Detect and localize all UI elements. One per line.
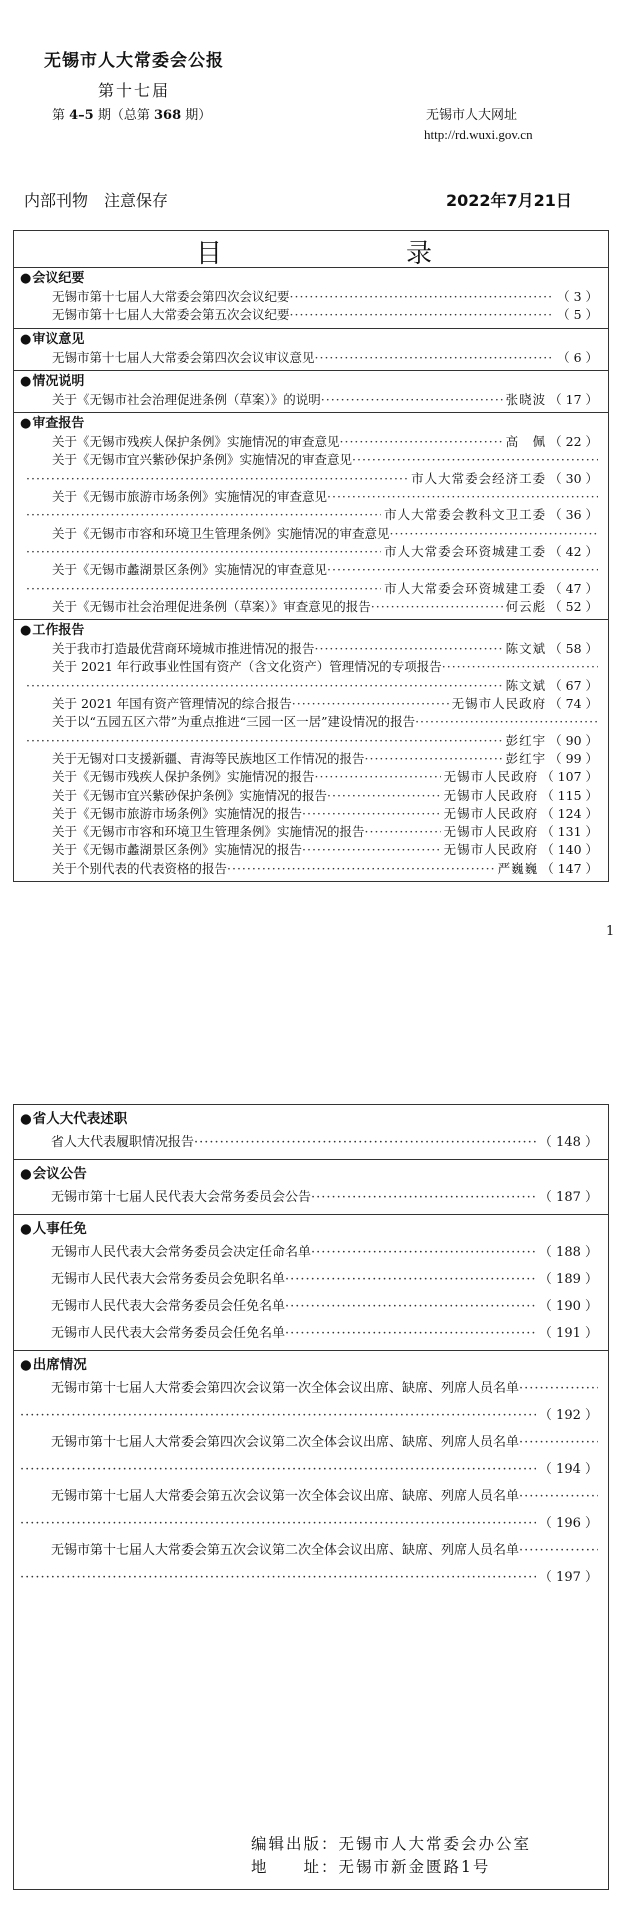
dot-leader (302, 805, 441, 823)
toc-entry[interactable] (14, 1402, 608, 1429)
entry-author: 市人大常委会教科文卫工委 (384, 507, 547, 523)
dot-leader (442, 658, 598, 676)
dot-leader (302, 841, 441, 859)
website-url: http://rd.wuxi.gov.cn (424, 127, 533, 142)
toc-entry[interactable] (14, 860, 608, 878)
toc-entry[interactable] (14, 1129, 608, 1156)
entry-title: 关于《无锡市社会治理促进条例（草案）》的说明 (52, 391, 321, 407)
toc-entry[interactable] (14, 488, 608, 506)
entry-title: 关于《无锡市市容和环境卫生管理条例》实施情况的报告 (52, 824, 365, 840)
dot-leader (194, 1129, 536, 1156)
dot-leader (327, 488, 598, 506)
entry-author: 陈文斌 (505, 677, 547, 693)
entry-title: 关于个别代表的代表资格的报告 (52, 860, 228, 876)
toc-entry[interactable] (14, 750, 608, 768)
section-title: ● 审议意见 (14, 331, 608, 349)
dot-leader (315, 349, 555, 367)
toc-entry[interactable] (14, 640, 608, 658)
entry-title: 关于《无锡市宜兴紫砂保护条例》实施情况的报告 (52, 787, 328, 803)
publisher-line: 编辑出版：无锡市人大常委会办公室 (251, 1835, 532, 1853)
toc-box-continued (13, 1104, 609, 1890)
entry-author: 张晓波 (505, 391, 547, 407)
entry-title: 无锡市第十七届人大常委会第五次会议第二次全体会议出席、缺席、列席人员名单 (51, 1543, 520, 1558)
dot-leader (327, 561, 598, 579)
dot-leader (519, 1429, 598, 1456)
entry-title: 无锡市第十七届人大常委会第四次会议第二次全体会议出席、缺席、列席人员名单 (51, 1435, 520, 1450)
entry-title: 省人大代表履职情况报告 (51, 1135, 195, 1150)
entry-title: 无锡市第十七届人大常委会第五次会议纪要 (52, 307, 290, 323)
dot-leader (26, 543, 381, 561)
issue-no: 4–5 (69, 108, 94, 123)
entry-title: 关于《无锡市蠡湖景区条例》实施情况的审查意见 (52, 562, 328, 578)
toc-section (14, 1105, 608, 1160)
dot-leader (340, 433, 503, 451)
entry-page: （ 190 ） (538, 1299, 598, 1314)
dot-leader (26, 677, 503, 695)
dot-leader (26, 580, 381, 598)
section-title: ● 会议纪要 (14, 270, 608, 288)
toc-entry[interactable] (14, 451, 608, 469)
issue-prefix: 第 (52, 108, 70, 123)
entry-page: （ 6 ） (557, 349, 598, 365)
dot-leader (20, 1402, 536, 1429)
toc-entry[interactable] (14, 1375, 608, 1402)
entry-page: （ 131 ） (541, 824, 598, 840)
entry-page: （ 124 ） (541, 805, 598, 821)
dot-leader (327, 787, 441, 805)
session-label: 第十七届 (98, 81, 171, 100)
entry-title: 无锡市第十七届人大常委会第五次会议第一次全体会议出席、缺席、列席人员名单 (51, 1489, 520, 1504)
entry-page: （ 74 ） (549, 696, 598, 712)
dot-leader (315, 768, 441, 786)
toc-entry[interactable] (14, 288, 608, 306)
toc-entry[interactable] (14, 580, 608, 598)
page-number: 1 (606, 924, 615, 939)
entry-author: 市人大常委会经济工委 (411, 470, 547, 486)
dot-leader (311, 1239, 536, 1266)
toc-section (14, 371, 608, 413)
dot-leader (365, 823, 441, 841)
section-title: ● 省人大代表述职 (14, 1107, 608, 1129)
section-title: ● 工作报告 (14, 622, 608, 640)
dot-leader (290, 306, 555, 324)
entry-page: （ 147 ） (541, 860, 598, 876)
entry-author: 何云彪 (505, 598, 547, 614)
entry-title: 无锡市人民代表大会常务委员会免职名单 (51, 1272, 286, 1287)
entry-title: 关于《无锡市残疾人保护条例》实施情况的审查意见 (52, 434, 340, 450)
entry-author: 陈文斌 (505, 641, 547, 657)
toc-section (14, 620, 608, 881)
toc-entry[interactable] (14, 470, 608, 488)
entry-page: （ 3 ） (557, 289, 598, 304)
toc-entry[interactable] (14, 1266, 608, 1293)
dot-leader (227, 860, 495, 878)
bulletin-title: 无锡市人大常委会公报 (44, 51, 224, 71)
toc-entry[interactable] (14, 349, 608, 367)
dot-leader (26, 732, 503, 750)
toc-heading-left: 目 (196, 239, 223, 269)
toc-entry[interactable] (14, 1537, 608, 1564)
entry-author: 市人大常委会环资城建工委 (384, 580, 547, 596)
dot-leader (365, 750, 503, 768)
toc-entry[interactable] (14, 658, 608, 676)
issue-suffix: 期） (181, 108, 212, 123)
entry-page: （ 90 ） (549, 732, 598, 748)
entry-page: （ 52 ） (549, 598, 598, 614)
toc-section (14, 329, 608, 371)
entry-title: 关于《无锡市社会治理促进条例（草案）》审查意见的报告 (52, 598, 371, 614)
toc-entry[interactable] (14, 1320, 608, 1347)
dot-leader (519, 1483, 598, 1510)
toc-box (13, 230, 609, 882)
toc-entry[interactable] (14, 1293, 608, 1320)
entry-page: （ 148 ） (538, 1135, 598, 1150)
toc-section (14, 1351, 608, 1594)
entry-title: 关于 2021 年行政事业性国有资产（含文化资产）管理情况的专项报告 (52, 659, 442, 675)
entry-title: 关于无锡对口支援新疆、青海等民族地区工作情况的报告 (52, 750, 365, 766)
entry-title: 关于《无锡市宜兴紫砂保护条例》实施情况的审查意见 (52, 452, 353, 468)
entry-title: 无锡市人民代表大会常务委员会任免名单 (51, 1326, 286, 1341)
entry-page: （ 194 ） (538, 1462, 598, 1477)
entry-title: 关于以“五园五区六带”为重点推进“三园一区一居”建设情况的报告 (52, 714, 416, 730)
entry-author: 彭红宇 (505, 750, 547, 766)
entry-title: 无锡市第十七届人大常委会第四次会议第一次全体会议出席、缺席、列席人员名单 (51, 1381, 520, 1396)
entry-page: （ 58 ） (549, 641, 598, 657)
publish-date: 2022年7月21日 (446, 191, 572, 210)
toc-entry[interactable] (14, 768, 608, 786)
entry-author: 严巍巍 (497, 860, 539, 876)
entry-page: （ 17 ） (549, 391, 598, 407)
dot-leader (311, 1184, 536, 1211)
toc-entry[interactable] (14, 841, 608, 859)
toc-entry[interactable] (14, 1239, 608, 1266)
entry-page: （ 42 ） (549, 543, 598, 559)
issue-mid: 期（总第 (93, 108, 154, 123)
toc-entry[interactable] (14, 433, 608, 451)
entry-title: 关于 2021 年国有资产管理情况的综合报告 (52, 696, 292, 712)
dot-leader (352, 451, 598, 469)
entry-author: 无锡市人民政府 (443, 842, 539, 858)
toc-body-continued (14, 1105, 608, 1594)
entry-page: （ 47 ） (549, 580, 598, 596)
section-title: ● 人事任免 (14, 1217, 608, 1239)
toc-heading (14, 231, 608, 268)
entry-page: （ 197 ） (538, 1570, 598, 1585)
entry-page: （ 36 ） (549, 507, 598, 523)
dot-leader (390, 525, 598, 543)
entry-title: 无锡市第十七届人大常委会第四次会议纪要 (52, 289, 290, 304)
entry-page: （ 140 ） (541, 842, 598, 858)
entry-page: （ 189 ） (538, 1272, 598, 1287)
dot-leader (26, 506, 381, 524)
dot-leader (371, 598, 503, 616)
toc-entry[interactable] (14, 306, 608, 324)
toc-section (14, 1215, 608, 1351)
entry-author: 无锡市人民政府 (443, 805, 539, 821)
toc-entry[interactable] (14, 525, 608, 543)
entry-title: 无锡市第十七届人民代表大会常务委员会公告 (51, 1190, 312, 1205)
address-line: 地 址：无锡市新金匮路1号 (251, 1858, 491, 1876)
dot-leader (285, 1320, 536, 1347)
toc-section (14, 1160, 608, 1215)
dot-leader (519, 1375, 598, 1402)
entry-title: 关于《无锡市蠡湖景区条例》实施情况的报告 (52, 842, 303, 858)
entry-page: （ 191 ） (538, 1326, 598, 1341)
toc-entry[interactable] (14, 805, 608, 823)
entry-author: 无锡市人民政府 (443, 824, 539, 840)
entry-title: 关于《无锡市市容和环境卫生管理条例》实施情况的审查意见 (52, 525, 390, 541)
toc-entry[interactable] (14, 1456, 608, 1483)
entry-author: 无锡市人民政府 (443, 787, 539, 803)
entry-author: 无锡市人民政府 (443, 769, 539, 785)
entry-page: （ 5 ） (557, 307, 598, 323)
toc-entry[interactable] (14, 391, 608, 409)
dot-leader (290, 288, 555, 306)
section-title: ● 出席情况 (14, 1353, 608, 1375)
entry-author: 市人大常委会环资城建工委 (384, 543, 547, 559)
toc-section (14, 413, 608, 620)
entry-page: （ 188 ） (538, 1245, 598, 1260)
dot-leader (415, 713, 598, 731)
dot-leader (519, 1537, 598, 1564)
dot-leader (20, 1510, 536, 1537)
dot-leader (20, 1456, 536, 1483)
section-title: ● 情况说明 (14, 373, 608, 391)
section-title: ● 会议公告 (14, 1162, 608, 1184)
dot-leader (285, 1266, 536, 1293)
entry-author: 高 佩 (505, 434, 547, 450)
issue-total: 368 (154, 108, 182, 123)
toc-section (14, 268, 608, 329)
entry-page: （ 192 ） (538, 1408, 598, 1423)
toc-entry[interactable] (14, 561, 608, 579)
entry-page: （ 67 ） (549, 677, 598, 693)
dot-leader (292, 695, 449, 713)
entry-title: 无锡市第十七届人大常委会第四次会议审议意见 (52, 349, 315, 365)
entry-page: （ 115 ） (541, 787, 598, 803)
issue-number (52, 104, 211, 123)
entry-title: 无锡市人民代表大会常务委员会任免名单 (51, 1299, 286, 1314)
toc-body (14, 268, 608, 881)
toc-entry[interactable] (14, 1483, 608, 1510)
toc-entry[interactable] (14, 787, 608, 805)
toc-entry[interactable] (14, 1510, 608, 1537)
toc-entry[interactable] (14, 543, 608, 561)
toc-entry[interactable] (14, 823, 608, 841)
entry-page: （ 107 ） (541, 769, 598, 785)
entry-title: 关于《无锡市旅游市场条例》实施情况的审查意见 (52, 489, 328, 505)
toc-entry[interactable] (14, 506, 608, 524)
entry-title: 关于我市打造最优营商环境城市推进情况的报告 (52, 641, 315, 657)
dot-leader (20, 1564, 536, 1591)
entry-author: 无锡市人民政府 (451, 696, 547, 712)
entry-page: （ 30 ） (549, 470, 598, 486)
entry-page: （ 99 ） (549, 750, 598, 766)
toc-entry[interactable] (14, 1184, 608, 1211)
entry-title: 无锡市人民代表大会常务委员会决定任命名单 (51, 1245, 312, 1260)
section-title: ● 审查报告 (14, 415, 608, 433)
entry-title: 关于《无锡市残疾人保护条例》实施情况的报告 (52, 769, 315, 785)
entry-page: （ 187 ） (538, 1190, 598, 1205)
toc-heading-right: 录 (406, 239, 433, 269)
dot-leader (26, 470, 408, 488)
toc-entry[interactable] (14, 713, 608, 731)
dot-leader (321, 391, 503, 409)
toc-entry[interactable] (14, 695, 608, 713)
dot-leader (285, 1293, 536, 1320)
toc-entry[interactable] (14, 732, 608, 750)
entry-title: 关于《无锡市旅游市场条例》实施情况的报告 (52, 805, 303, 821)
toc-entry[interactable] (14, 1429, 608, 1456)
toc-entry[interactable] (14, 1564, 608, 1591)
entry-page: （ 196 ） (538, 1516, 598, 1531)
toc-entry[interactable] (14, 677, 608, 695)
toc-entry[interactable] (14, 598, 608, 616)
website-label: 无锡市人大网址 (426, 108, 518, 123)
entry-page: （ 22 ） (549, 434, 598, 450)
dot-leader (315, 640, 503, 658)
internal-notice: 内部刊物 注意保存 (24, 191, 169, 210)
entry-author: 彭红宇 (505, 732, 547, 748)
